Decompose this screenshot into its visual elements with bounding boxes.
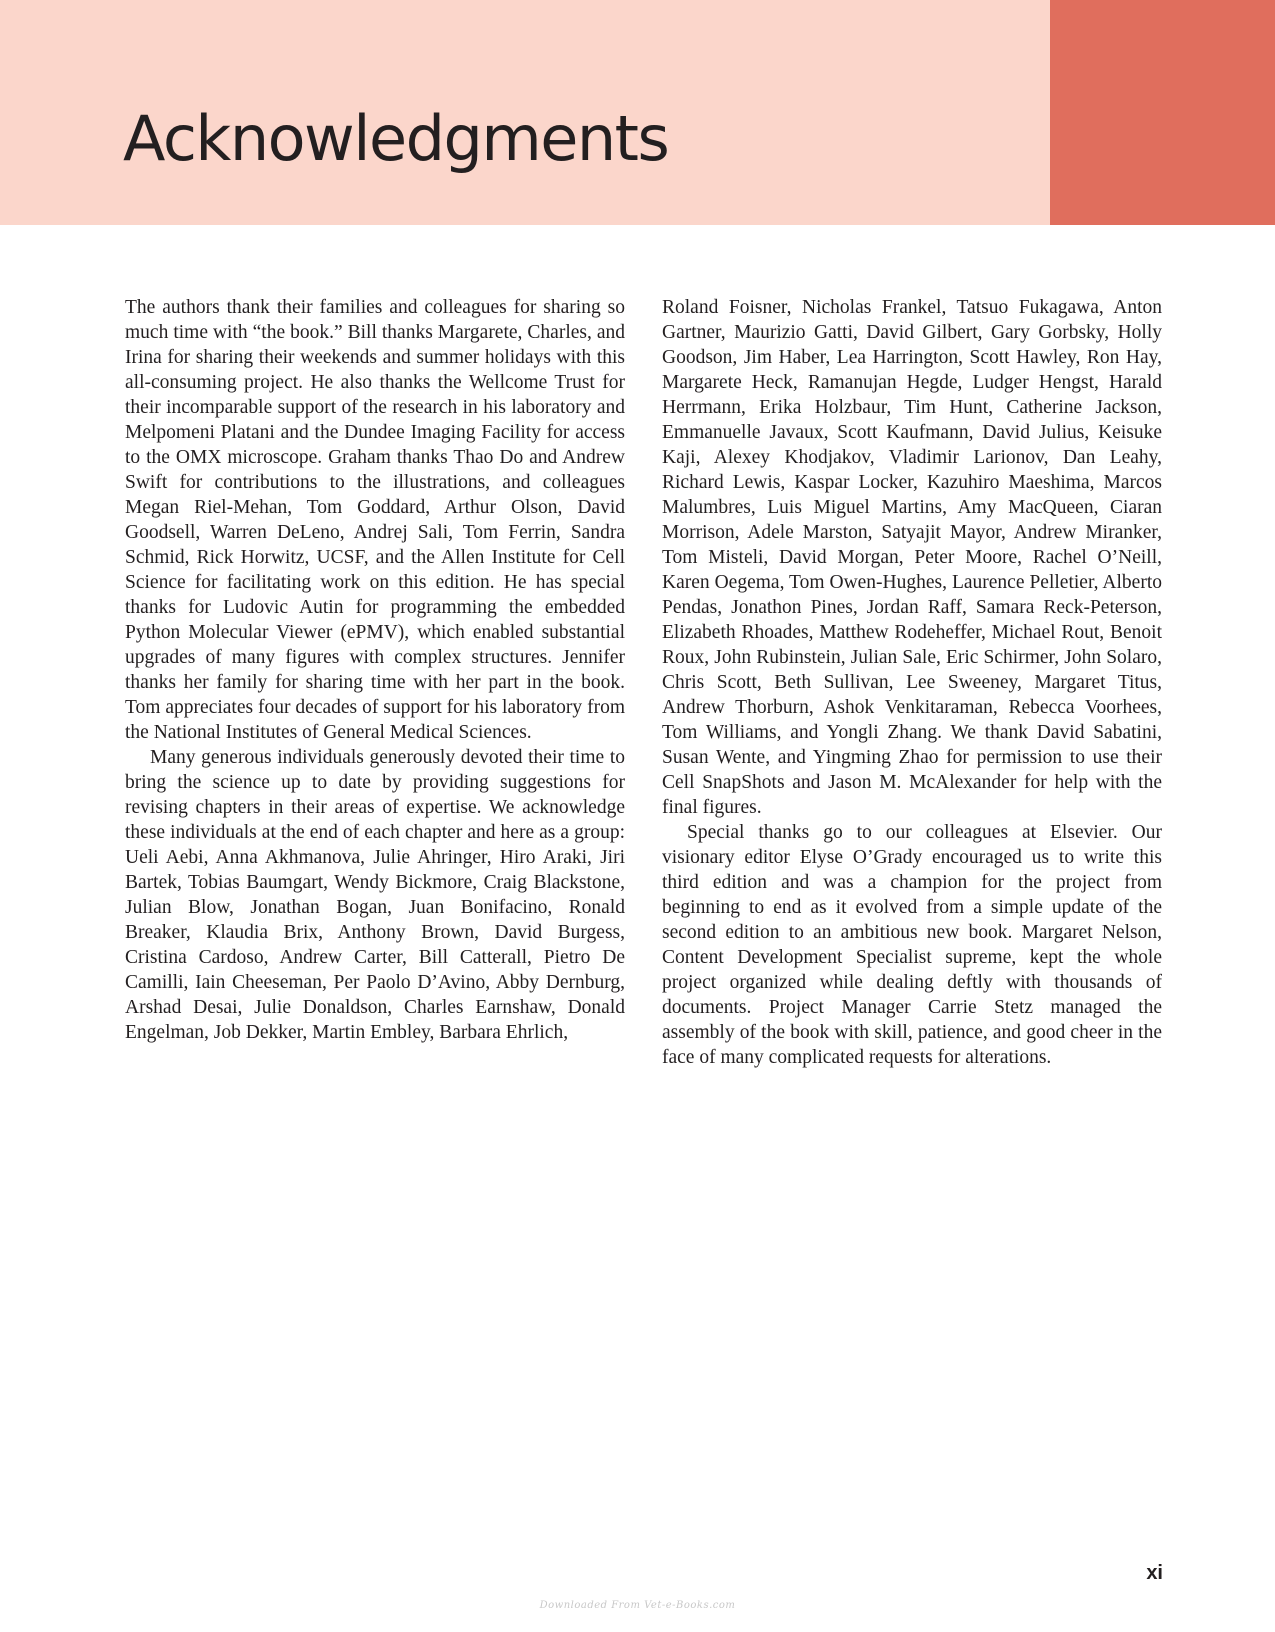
right-column: [662, 295, 1162, 1070]
header-accent-block: [1050, 0, 1275, 225]
paragraph-contributors-continued: Roland Foisner, Nicholas Frankel, Tatsuo Fukagawa, Anton Gartner, Maurizio Gatti, David Gilbert, Gary Gorbsky, Holly Goodson, Jim Haber, Lea Harrington, Scott Hawley, Ron Hay, Margarete Heck, Ramanujan Hegde, Ludger Hengst, Harald Herrmann, Erika Holzbaur, Tim Hunt, Catherine Jackson, Emmanuelle Javaux, Scott Kaufmann, David Julius, Keisuke Kaji, Alexey Khodjakov, Vladimir Larionov, Dan Leahy, Richard Lewis, Kaspar Locker, Kazuhiro Maeshima, Marcos Malumbres, Luis Miguel Martins, Amy MacQueen, Ciaran Morrison, Adele Marston, Satyajit Mayor, Andrew Miranker, Tom Misteli, David Morgan, Peter Moore, Rachel O’Neill, Karen Oegema, Tom Owen-Hughes, Laurence Pelletier, Alberto Pendas, Jonathon Pines, Jordan Raff, Samara Reck-Peterson, Elizabeth Rhoades, Matthew Rodeheffer, Michael Rout, Benoit Roux, John Rubinstein, Julian Sale, Eric Schirmer, John Solaro, Chris Scott, Beth Sullivan, Lee Sweeney, Margaret Titus, Andrew Thorburn, Ashok Venkitaraman, Rebecca Voorhees, Tom Williams, and Yongli Zhang. We thank David Sabatini, Susan Wente, and Yingming Zhao for permission to use their Cell SnapShots and Jason M. McAlexander for help with the final figures.: [662, 297, 1162, 818]
paragraph-elsevier-thanks: Special thanks go to our colleagues at Elsevier. Our visionary editor Elyse O’Grady encouraged us to write this third edition and was a champion for the project from beginning to end as it evolved from a simple update of the second edition to an ambitious new book. Margaret Nelson, Content Development Specialist supreme, kept the whole project organized while dealing deftly with thousands of documents. Project Manager Carrie Stetz managed the assembly of the book with skill, patience, and good cheer in the face of many complicated requests for alterations.: [662, 822, 1162, 1068]
paragraph-authors-thanks: The authors thank their families and colleagues for sharing so much time with “the book.” Bill thanks Margarete, Charles, and Irina for sharing their weekends and summer holidays with this all-consuming project. He also thanks the Wellcome Trust for their incomparable support of the research in his laboratory and Melpomeni Platani and the Dundee Imaging Facility for access to the OMX microscope. Graham thanks Thao Do and Andrew Swift for contributions to the illustrations, and colleagues Megan Riel-Mehan, Tom Goddard, Arthur Olson, David Goodsell, Warren DeLeno, Andrej Sali, Tom Ferrin, Sandra Schmid, Rick Horwitz, UCSF, and the Allen Institute for Cell Science for facilitating work on this edition. He has special thanks for Ludovic Autin for programming the embedded Python Molecular Viewer (ePMV), which enabled substantial upgrades of many figures with complex structures. Jennifer thanks her family for sharing time with her part in the book. Tom appreciates four decades of support for his laboratory from the National Institutes of General Medical Sciences.: [125, 297, 625, 743]
watermark: Downloaded From Vet-e-Books.com: [539, 1600, 736, 1611]
paragraph-contributors: Many generous individuals generously devoted their time to bring the science up to date by providing suggestions for revising chapters in their areas of expertise. We acknowledge these individuals at the end of each chapter and here as a group: Ueli Aebi, Anna Akhmanova, Julie Ahringer, Hiro Araki, Jiri Bartek, Tobias Baumgart, Wendy Bickmore, Craig Blackstone, Julian Blow, Jonathan Bogan, Juan Bonifacino, Ronald Breaker, Klaudia Brix, Anthony Brown, David Burgess, Cristina Cardoso, Andrew Carter, Bill Catterall, Pietro De Camilli, Iain Cheeseman, Per Paolo D’Avino, Abby Dernburg, Arshad Desai, Julie Donaldson, Charles Earnshaw, Donald Engelman, Job Dekker, Martin Embley, Barbara Ehrlich,: [125, 747, 625, 1043]
page-title: Acknowledgments: [123, 102, 669, 175]
page-number: xi: [1146, 1562, 1163, 1584]
left-column: [125, 295, 625, 1045]
